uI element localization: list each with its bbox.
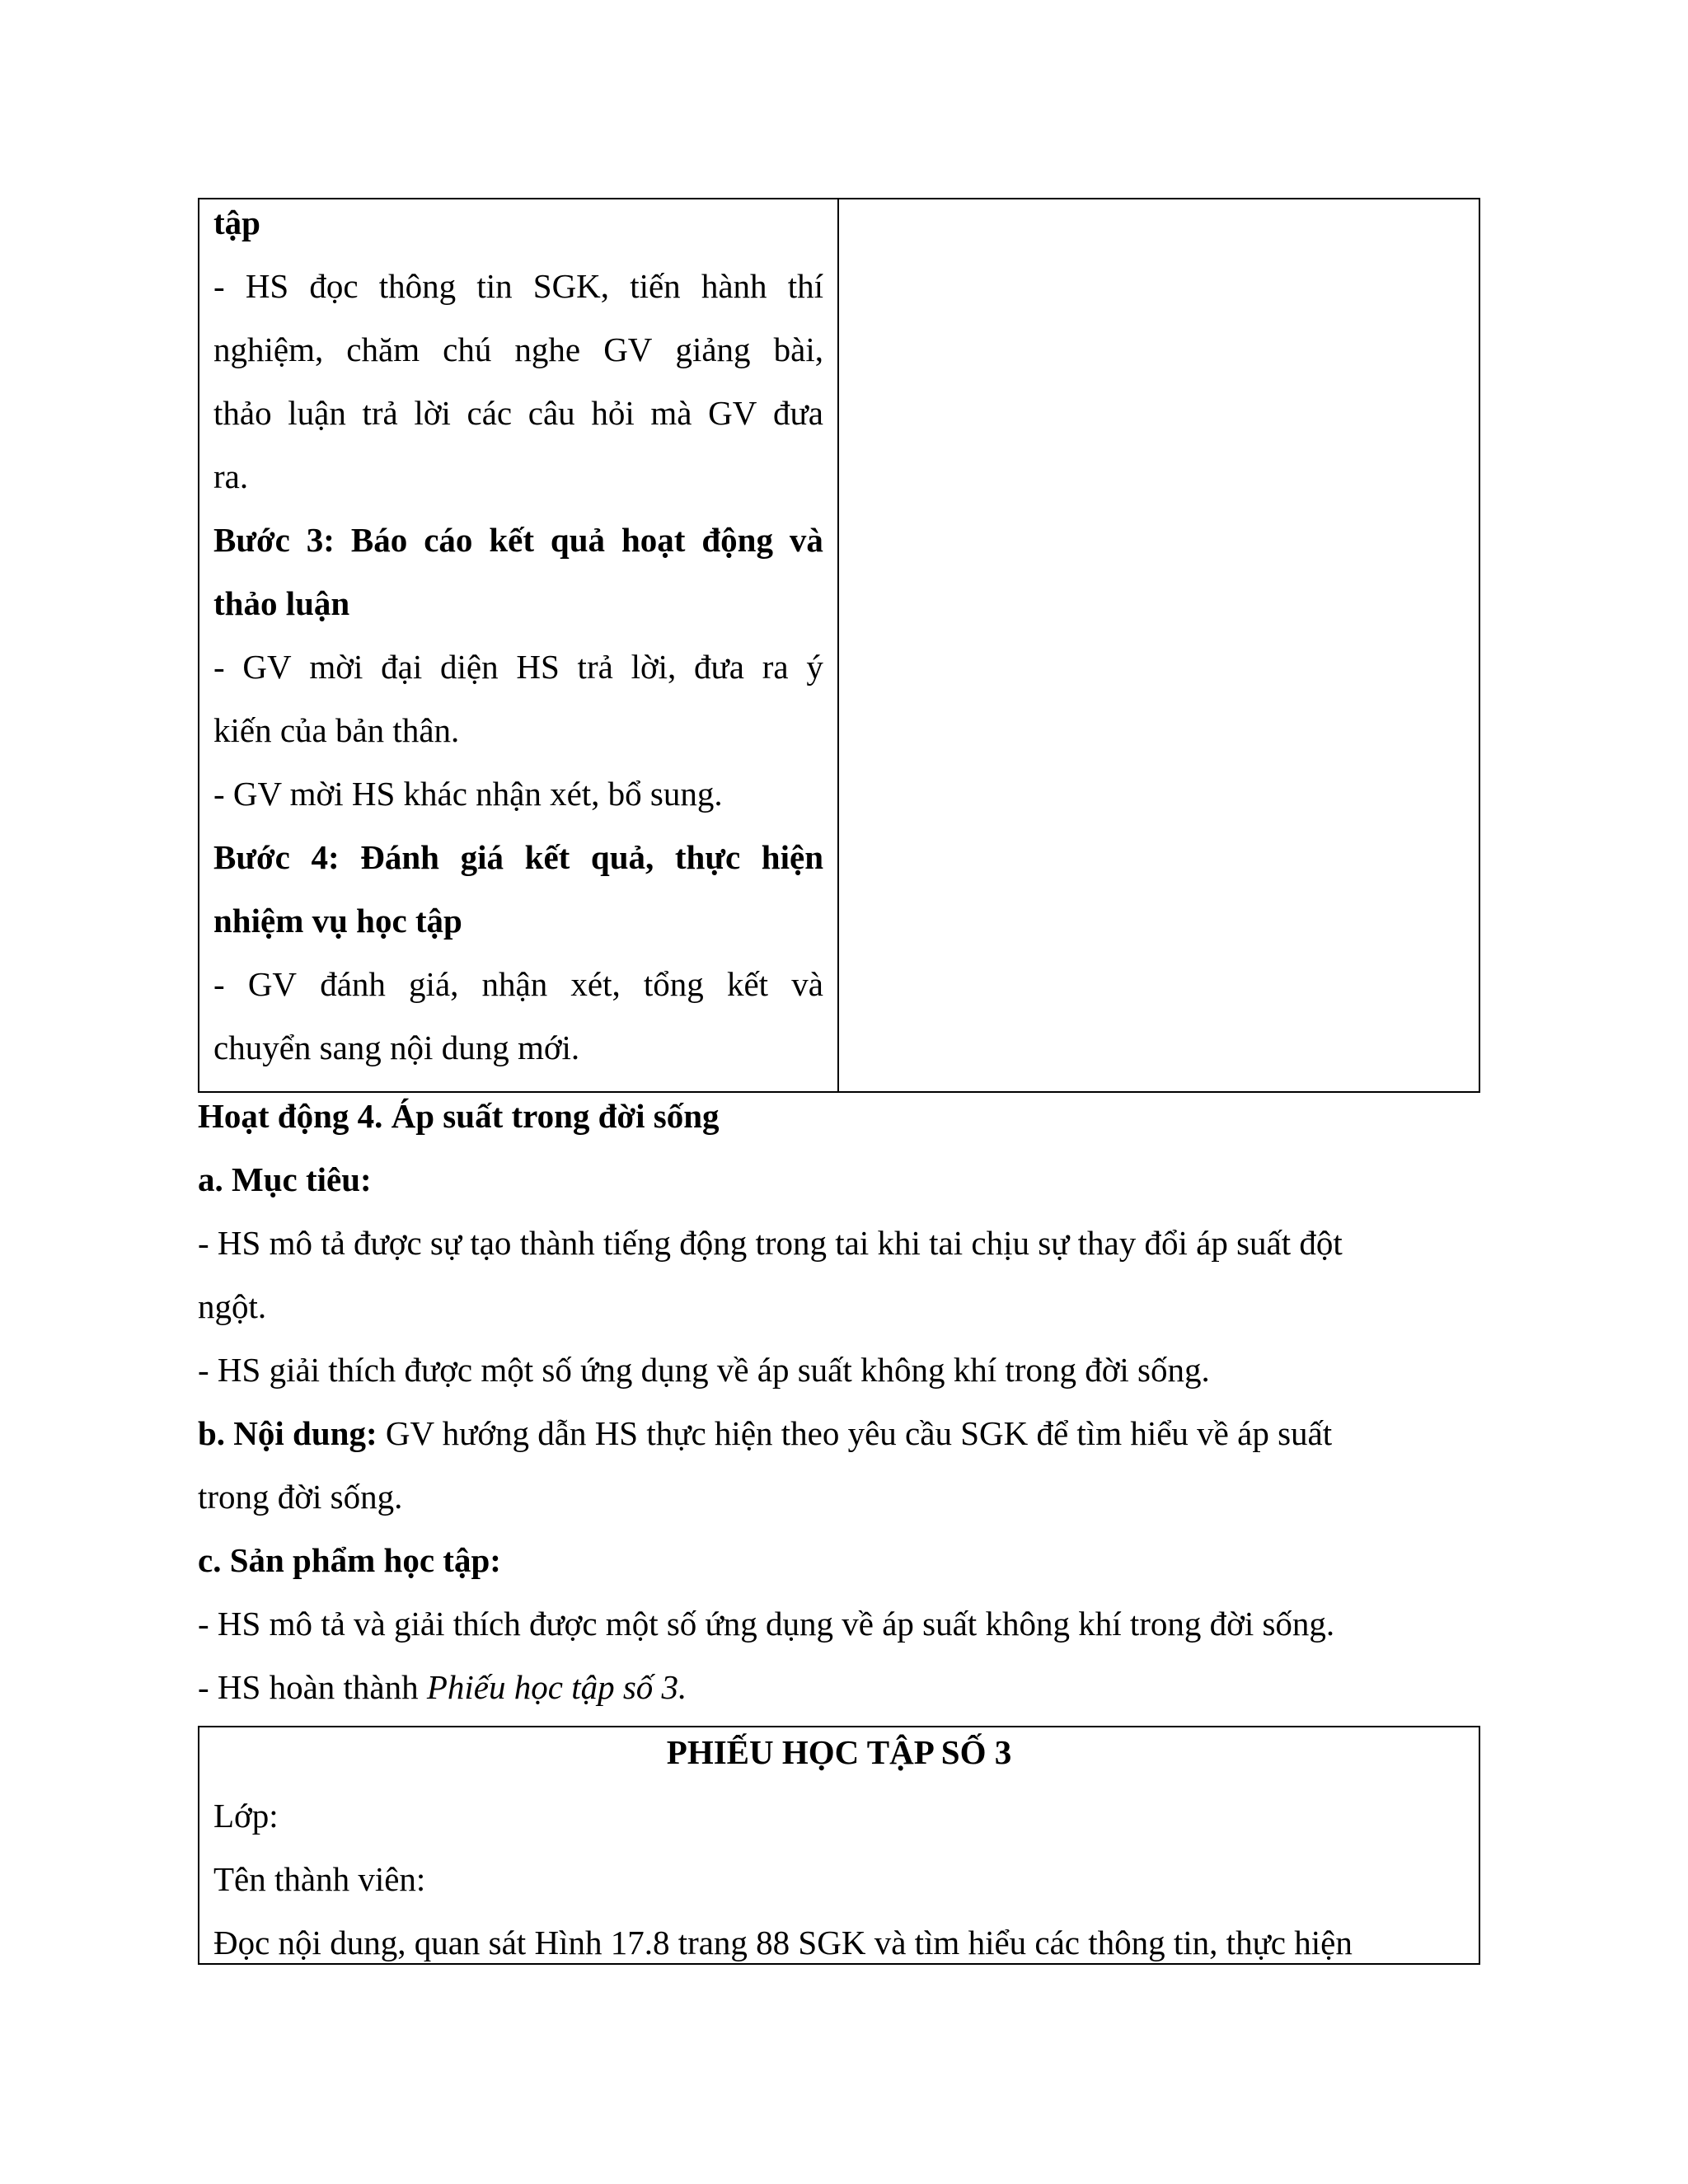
word: SGK, <box>532 267 610 305</box>
word: chú <box>443 330 492 368</box>
word: động <box>701 521 773 559</box>
word: đưa <box>773 394 823 432</box>
word: tổng <box>643 965 704 1003</box>
goal-label: a. Mục tiêu: <box>198 1160 372 1198</box>
word: thực <box>674 838 741 876</box>
word: Đánh <box>360 838 439 876</box>
worksheet-instruction: Đọc nội dung, quan sát Hình 17.8 trang 88 SGK và tìm hiểu các thông tin, thực hiện <box>213 1924 1353 1961</box>
word: thông <box>378 267 457 305</box>
task-word: tập <box>213 204 260 241</box>
justified-line <box>213 330 823 368</box>
text-line: ra. <box>213 457 249 495</box>
text-line: - GV mời HS khác nhận xét, bổ sung. <box>213 775 723 813</box>
step-3-heading <box>213 523 823 557</box>
step-4-heading-cont: nhiệm vụ học tập <box>213 902 462 940</box>
word: câu <box>528 394 575 432</box>
activity-title: Hoạt động 4. Áp suất trong đời sống <box>198 1097 720 1135</box>
word: các <box>467 394 513 432</box>
justified-line <box>213 269 823 303</box>
word: đại <box>381 648 423 686</box>
worksheet-title: PHIẾU HỌC TẬP SỐ 3 <box>666 1733 1012 1771</box>
word: ý <box>806 648 823 686</box>
step-4-heading <box>213 838 823 876</box>
word: hiện <box>761 838 823 876</box>
word: Bước <box>213 521 290 559</box>
text-line: kiến của bản thân. <box>213 711 460 749</box>
word: và <box>789 521 823 559</box>
product-item-2 <box>198 1668 687 1706</box>
word: giảng <box>675 330 751 368</box>
word: HS <box>516 648 560 686</box>
justified-line <box>213 396 823 430</box>
word: trả <box>577 648 613 686</box>
word: đánh <box>320 965 386 1003</box>
step-3-heading-cont: thảo luận <box>213 584 350 622</box>
word: GV <box>242 648 292 686</box>
text-line: chuyển sang nội dung mới. <box>213 1029 580 1066</box>
word: kết <box>489 521 534 559</box>
content-paragraph <box>198 1414 1333 1452</box>
product-item-2-prefix: - HS hoàn thành <box>198 1668 427 1706</box>
word: cáo <box>424 521 473 559</box>
content-text: GV hướng dẫn HS thực hiện theo yêu cầu SGK để tìm hiểu về áp suất <box>377 1414 1333 1452</box>
word: hoạt <box>621 521 686 559</box>
word: và <box>791 965 823 1003</box>
word: quả, <box>590 838 654 876</box>
goal-item-1-cont: ngột. <box>198 1287 267 1325</box>
word: GV <box>708 394 757 432</box>
word: quả <box>550 521 606 559</box>
goal-item-1: - HS mô tả được sự tạo thành tiếng động trong tai khi tai chịu sự thay đổi áp suất đột <box>198 1224 1343 1262</box>
worksheet-reference: Phiếu học tập số 3. <box>426 1668 687 1706</box>
word: lời <box>414 394 451 432</box>
word: Báo <box>350 521 408 559</box>
word: luận <box>288 394 346 432</box>
goal-item-2: - HS giải thích được một số ứng dụng về áp suất không khí trong đời sống. <box>198 1351 1210 1389</box>
word: hỏi <box>591 394 635 432</box>
word: HS <box>245 267 289 305</box>
word: đọc <box>309 267 359 305</box>
table-column-divider <box>837 198 839 1093</box>
justified-line <box>213 965 823 1003</box>
word: nghe <box>514 330 581 368</box>
word: mà <box>650 394 692 432</box>
word: bài, <box>773 330 823 368</box>
word: - <box>213 965 225 1003</box>
word: chăm <box>346 330 420 368</box>
word: GV <box>603 330 653 368</box>
word: giá, <box>409 965 459 1003</box>
word: thảo <box>213 394 272 432</box>
product-item-1: - HS mô tả và giải thích được một số ứng dụng về áp suất không khí trong đời sống. <box>198 1605 1335 1643</box>
justified-line <box>213 650 823 684</box>
members-field-label: Tên thành viên: <box>213 1860 426 1898</box>
content-paragraph-cont: trong đời sống. <box>198 1478 403 1516</box>
word: đưa <box>694 648 744 686</box>
content-label: b. Nội dung: <box>198 1414 377 1452</box>
word: kết <box>726 965 769 1003</box>
word: 3: <box>306 521 335 559</box>
word: nghiệm, <box>213 330 324 368</box>
word: diện <box>440 648 499 686</box>
word: tiến <box>630 267 681 305</box>
word: 4: <box>311 838 340 876</box>
word: GV <box>247 965 298 1003</box>
word: mời <box>309 648 363 686</box>
word: nhận <box>481 965 548 1003</box>
word: trả <box>362 394 398 432</box>
word: kết <box>524 838 570 876</box>
word: - <box>213 267 225 305</box>
word: lời, <box>631 648 677 686</box>
product-label: c. Sản phẩm học tập: <box>198 1541 501 1579</box>
word: thí <box>787 267 823 305</box>
word: - <box>213 648 225 686</box>
class-field-label: Lớp: <box>213 1797 279 1835</box>
word: ra <box>762 648 789 686</box>
word: hành <box>701 267 767 305</box>
word: giá <box>460 838 504 876</box>
word: xét, <box>570 965 621 1003</box>
word: Bước <box>213 838 290 876</box>
word: tin <box>476 267 513 305</box>
